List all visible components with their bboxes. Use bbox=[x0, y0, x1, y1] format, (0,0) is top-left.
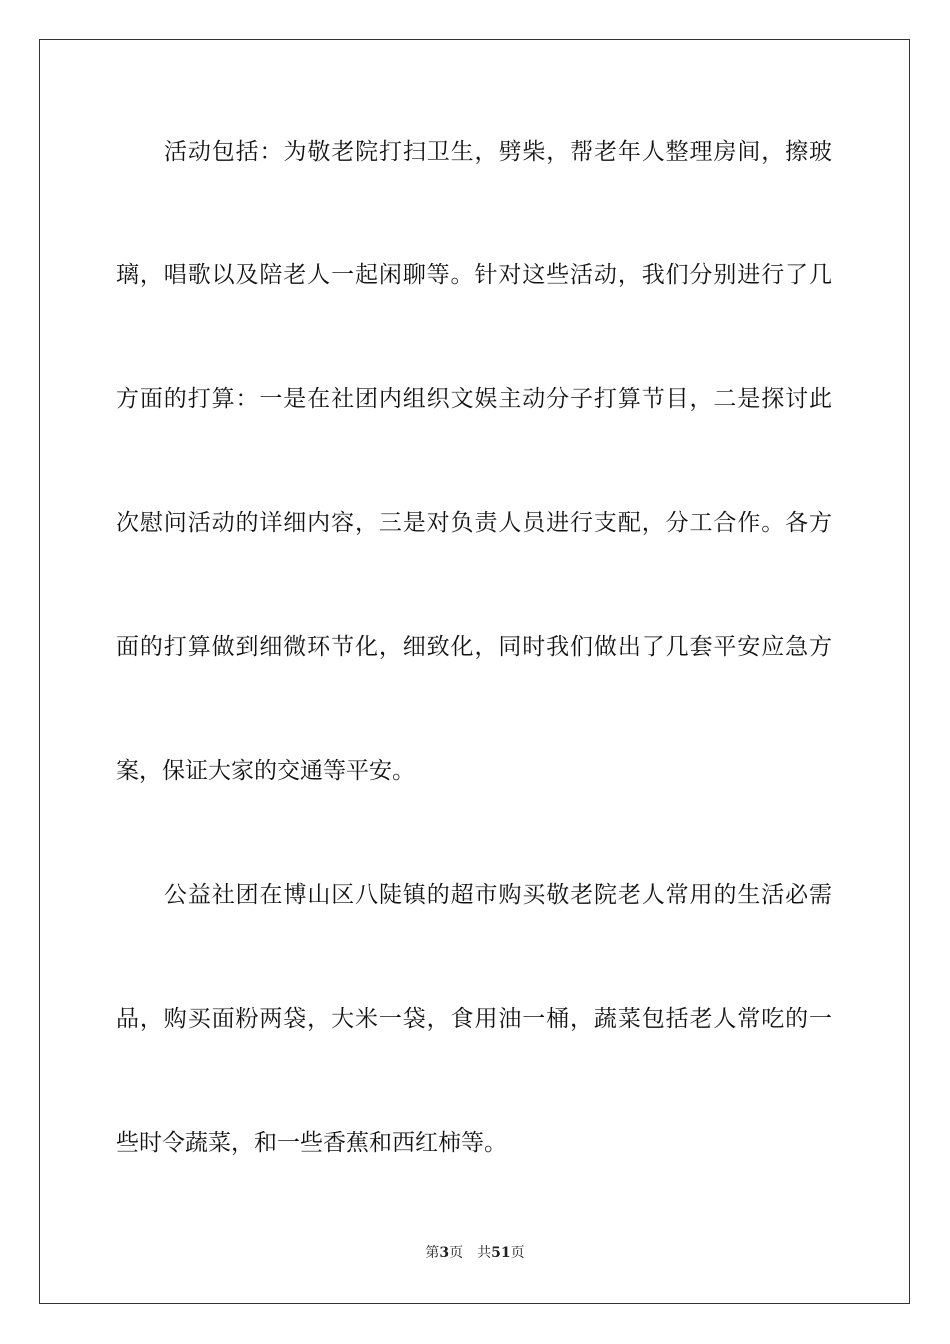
page-footer bbox=[0, 1243, 950, 1263]
paragraph-1-line-1: 活动包括：为敬老院打扫卫生，劈柴，帮老年人整理房间，擦玻 bbox=[164, 139, 832, 165]
paragraph-1-line-4: 次慰问活动的详细内容，三是对负责人员进行支配，分工合作。各方 bbox=[116, 510, 832, 536]
paragraph-2-line-3: 些时令蔬菜，和一些香蕉和西红柿等。 bbox=[116, 1130, 507, 1156]
paragraph-1-line-2: 璃，唱歌以及陪老人一起闲聊等。针对这些活动，我们分别进行了几 bbox=[116, 262, 832, 288]
footer-page-prefix: 第 bbox=[425, 1245, 440, 1261]
footer-total-prefix: 共 bbox=[477, 1245, 492, 1261]
paragraph-1-line-6: 案，保证大家的交通等平安。 bbox=[116, 758, 415, 784]
footer-page-suffix: 页 bbox=[449, 1245, 464, 1261]
footer-page-number: 3 bbox=[439, 1245, 450, 1261]
paragraph-1-line-5: 面的打算做到细微环节化，细致化，同时我们做出了几套平安应急方 bbox=[116, 634, 832, 660]
paragraph-1-line-3: 方面的打算：一是在社团内组织文娱主动分子打算节目，二是探讨此 bbox=[116, 386, 832, 412]
footer-total-number: 51 bbox=[491, 1245, 511, 1261]
footer-total-suffix: 页 bbox=[510, 1245, 525, 1261]
paragraph-2-line-1: 公益社团在博山区八陡镇的超市购买敬老院老人常用的生活必需 bbox=[164, 882, 832, 908]
page-border bbox=[39, 39, 910, 1304]
paragraph-2-line-2: 品，购买面粉两袋，大米一袋，食用油一桶，蔬菜包括老人常吃的一 bbox=[116, 1006, 832, 1032]
